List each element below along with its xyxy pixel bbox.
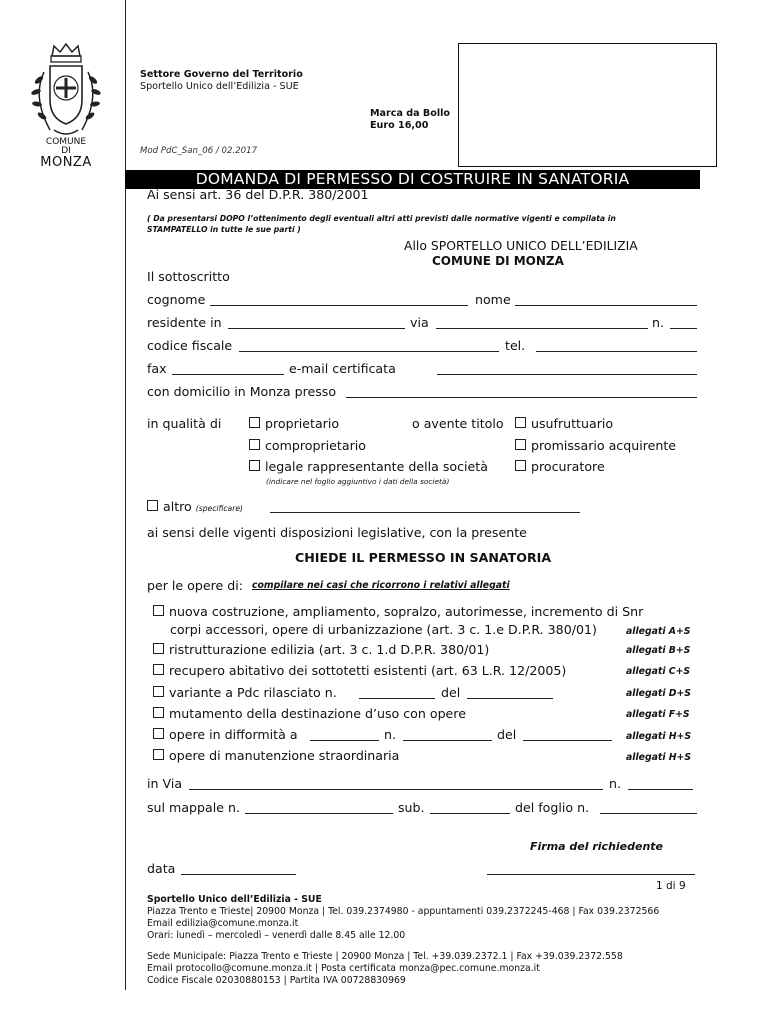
footer-email[interactable]: Email edilizia@comune.monza.it (147, 918, 299, 929)
footer-office: Sportello Unico dell’Edilizia - SUE (147, 894, 322, 905)
work-item-1[interactable] (153, 604, 643, 619)
page-number: 1 di 9 (656, 880, 686, 892)
legal-reference: Ai sensi art. 36 del D.P.R. 380/2001 (147, 187, 369, 202)
work-item-3[interactable] (153, 663, 566, 678)
work-item-6-allegati: allegati H+S (626, 731, 692, 742)
work-item-5-label: mutamento della destinazione d’uso con opere (169, 706, 466, 721)
work-item-4-allegati: allegati D+S (626, 688, 691, 699)
checkbox-comproprietario[interactable] (249, 438, 366, 453)
residente-label: residente in (147, 315, 222, 330)
work-item-1-allegati: allegati A+S (626, 626, 691, 637)
work-item-2-allegati: allegati B+S (626, 645, 691, 656)
legale-note: (indicare nel foglio aggiuntivo i dati della società) (266, 477, 450, 486)
fax-label: fax (147, 361, 167, 376)
in-via-field[interactable] (189, 789, 603, 790)
work-item-5[interactable] (153, 706, 466, 721)
work-item-2-checkbox[interactable] (153, 643, 164, 654)
domicilio-label: con domicilio in Monza presso (147, 384, 337, 399)
difformita-field[interactable] (310, 740, 379, 741)
logo-label-line1: COMUNE DI (45, 137, 87, 156)
stamp-label-2: Euro 16,00 (370, 120, 429, 131)
checkbox-proprietario-label: proprietario (265, 416, 340, 431)
work-item-4-checkbox[interactable] (153, 686, 164, 697)
checkbox-promissario-label: promissario acquirente (531, 438, 677, 453)
sub-field[interactable] (430, 813, 510, 814)
checkbox-altro[interactable] (147, 499, 243, 514)
foglio-field[interactable] (600, 813, 697, 814)
instruction-line1: ( Da presentarsi DOPO l’ottenimento degli eventuali altri atti previsti dalle normative vigenti e compilata in (147, 214, 616, 223)
model-code: Mod PdC_San_06 / 02.2017 (140, 146, 258, 156)
checkbox-proprietario[interactable] (249, 416, 339, 431)
sub-label: sub. (398, 800, 425, 815)
difformita-n-label: n. (384, 727, 396, 742)
checkbox-procuratore-box[interactable] (515, 460, 526, 471)
numero-label: n. (652, 315, 664, 330)
variante-date-field[interactable] (467, 698, 553, 699)
footer-hours: Orari: lunedì – mercoledì – venerdì dalle 8.45 alle 12.00 (147, 930, 406, 941)
date-label: data (147, 861, 176, 876)
work-item-1-label: nuova costruzione, ampliamento, sopralzo, autorimesse, incremento di Snr (169, 604, 644, 619)
work-item-6[interactable] (153, 727, 298, 742)
checkbox-legale[interactable] (249, 459, 488, 474)
altro-note: (specificare) (195, 504, 243, 513)
footer-pec[interactable]: Email protocollo@comune.monza.it | Posta certificata monza@pec.comune.monza.it (147, 963, 540, 974)
residente-field[interactable] (228, 328, 405, 329)
qualita-label: in qualità di (147, 416, 222, 431)
work-item-4[interactable] (153, 685, 337, 700)
undersigned-label: Il sottoscritto (147, 269, 230, 284)
work-item-6-checkbox[interactable] (153, 728, 164, 739)
instruction-line2: STAMPATELLO in tutte le sue parti ) (147, 225, 301, 234)
checkbox-comproprietario-label: comproprietario (265, 438, 366, 453)
work-item-5-allegati: allegati F+S (626, 709, 690, 720)
per-opere-label: per le opere di: (147, 578, 244, 593)
checkbox-altro-label: altro (163, 499, 192, 514)
cognome-label: cognome (147, 292, 206, 307)
location-n-label: n. (609, 776, 621, 791)
checkbox-legale-box[interactable] (249, 460, 260, 471)
footer-seat: Sede Municipale: Piazza Trento e Trieste | 20900 Monza | Tel. +39.039.2372.1 | Fax +39.039.2372.558 (147, 951, 623, 962)
email-field[interactable] (437, 374, 697, 375)
work-item-3-checkbox[interactable] (153, 664, 164, 675)
recipient-line2: COMUNE DI MONZA (432, 254, 564, 268)
tel-label: tel. (505, 338, 526, 353)
work-item-7-checkbox[interactable] (153, 749, 164, 760)
checkbox-usufruttuario[interactable] (515, 416, 613, 431)
difformita-date-field[interactable] (523, 740, 612, 741)
checkbox-comproprietario-box[interactable] (249, 439, 260, 450)
difformita-numero-field[interactable] (403, 740, 492, 741)
numero-field[interactable] (670, 328, 697, 329)
work-item-7-label: opere di manutenzione straordinaria (169, 748, 400, 763)
checkbox-legale-label: legale rappresentante della società (265, 459, 488, 474)
altro-field[interactable] (270, 512, 580, 513)
work-item-3-label: recupero abitativo dei sottotetti esistenti (art. 63 L.R. 12/2005) (169, 663, 567, 678)
difformita-del-label: del (497, 727, 517, 742)
per-opere-note: compilare nei casi che ricorrono i relativi allegati (252, 580, 510, 591)
checkbox-promissario[interactable] (515, 438, 676, 453)
chiede-heading: CHIEDE IL PERMESSO IN SANATORIA (295, 550, 552, 565)
footer-address: Piazza Trento e Trieste| 20900 Monza | Tel. 039.2374980 - appuntamenti 039.2372245-468 | Fax 039.2372566 (147, 906, 660, 917)
work-item-5-checkbox[interactable] (153, 707, 164, 718)
work-item-1-checkbox[interactable] (153, 605, 164, 616)
checkbox-altro-box[interactable] (147, 500, 158, 511)
signature-label: Firma del richiedente (530, 840, 664, 853)
stamp-box (458, 43, 717, 167)
work-item-3-allegati: allegati C+S (626, 666, 691, 677)
codice-fiscale-field[interactable] (239, 351, 499, 352)
work-item-6-label: opere in difformità a (169, 727, 298, 742)
work-item-2-label: ristrutturazione edilizia (art. 3 c. 1.d D.P.R. 380/01) (169, 642, 490, 657)
logo-label (40, 138, 92, 169)
checkbox-proprietario-box[interactable] (249, 417, 260, 428)
nome-field[interactable] (515, 305, 697, 306)
mappale-label: sul mappale n. (147, 800, 240, 815)
codice-fiscale-label: codice fiscale (147, 338, 233, 353)
recipient-line1: Allo SPORTELLO UNICO DELL’EDILIZIA (404, 238, 638, 253)
work-item-2[interactable] (153, 642, 489, 657)
variante-numero-field[interactable] (359, 698, 435, 699)
margin-line (125, 0, 126, 990)
foglio-label: del foglio n. (515, 800, 590, 815)
footer-fiscal: Codice Fiscale 02030880153 | Partita IVA 00728830969 (147, 975, 406, 986)
checkbox-usufruttuario-box[interactable] (515, 417, 526, 428)
work-item-4-label: variante a Pdc rilasciato n. (169, 685, 337, 700)
via-label: via (410, 315, 429, 330)
checkbox-procuratore[interactable] (515, 459, 605, 474)
cognome-field[interactable] (210, 305, 468, 306)
checkbox-procuratore-label: procuratore (531, 459, 605, 474)
work-item-7[interactable] (153, 748, 399, 763)
fax-field[interactable] (172, 374, 284, 375)
email-label: e-mail certificata (289, 361, 396, 376)
page-title: DOMANDA DI PERMESSO DI COSTRUIRE IN SANATORIA (125, 170, 700, 189)
signature-field[interactable] (487, 874, 695, 875)
logo-label-line2: MONZA (40, 155, 92, 170)
location-n-field[interactable] (628, 789, 693, 790)
mappale-field[interactable] (245, 813, 393, 814)
date-field[interactable] (181, 874, 296, 875)
avente-titolo-label: o avente titolo (412, 416, 504, 431)
tel-field[interactable] (536, 351, 697, 352)
in-via-label: in Via (147, 776, 183, 791)
ai-sensi-text: ai sensi delle vigenti disposizioni legislative, con la presente (147, 525, 527, 540)
work-item-1-line2: corpi accessori, opere di urbanizzazione (art. 3 c. 1.e D.P.R. 380/01) (170, 622, 597, 637)
office-name: Sportello Unico dell’Edilizia - SUE (140, 81, 299, 92)
checkbox-usufruttuario-label: usufruttuario (531, 416, 614, 431)
via-field[interactable] (436, 328, 648, 329)
work-item-7-allegati: allegati H+S (626, 752, 692, 763)
sector-name: Settore Governo del Territorio (140, 69, 303, 80)
domicilio-field[interactable] (346, 397, 697, 398)
checkbox-promissario-box[interactable] (515, 439, 526, 450)
nome-label: nome (475, 292, 511, 307)
variante-del-label: del (441, 685, 461, 700)
stamp-label-1: Marca da Bollo (370, 108, 451, 119)
